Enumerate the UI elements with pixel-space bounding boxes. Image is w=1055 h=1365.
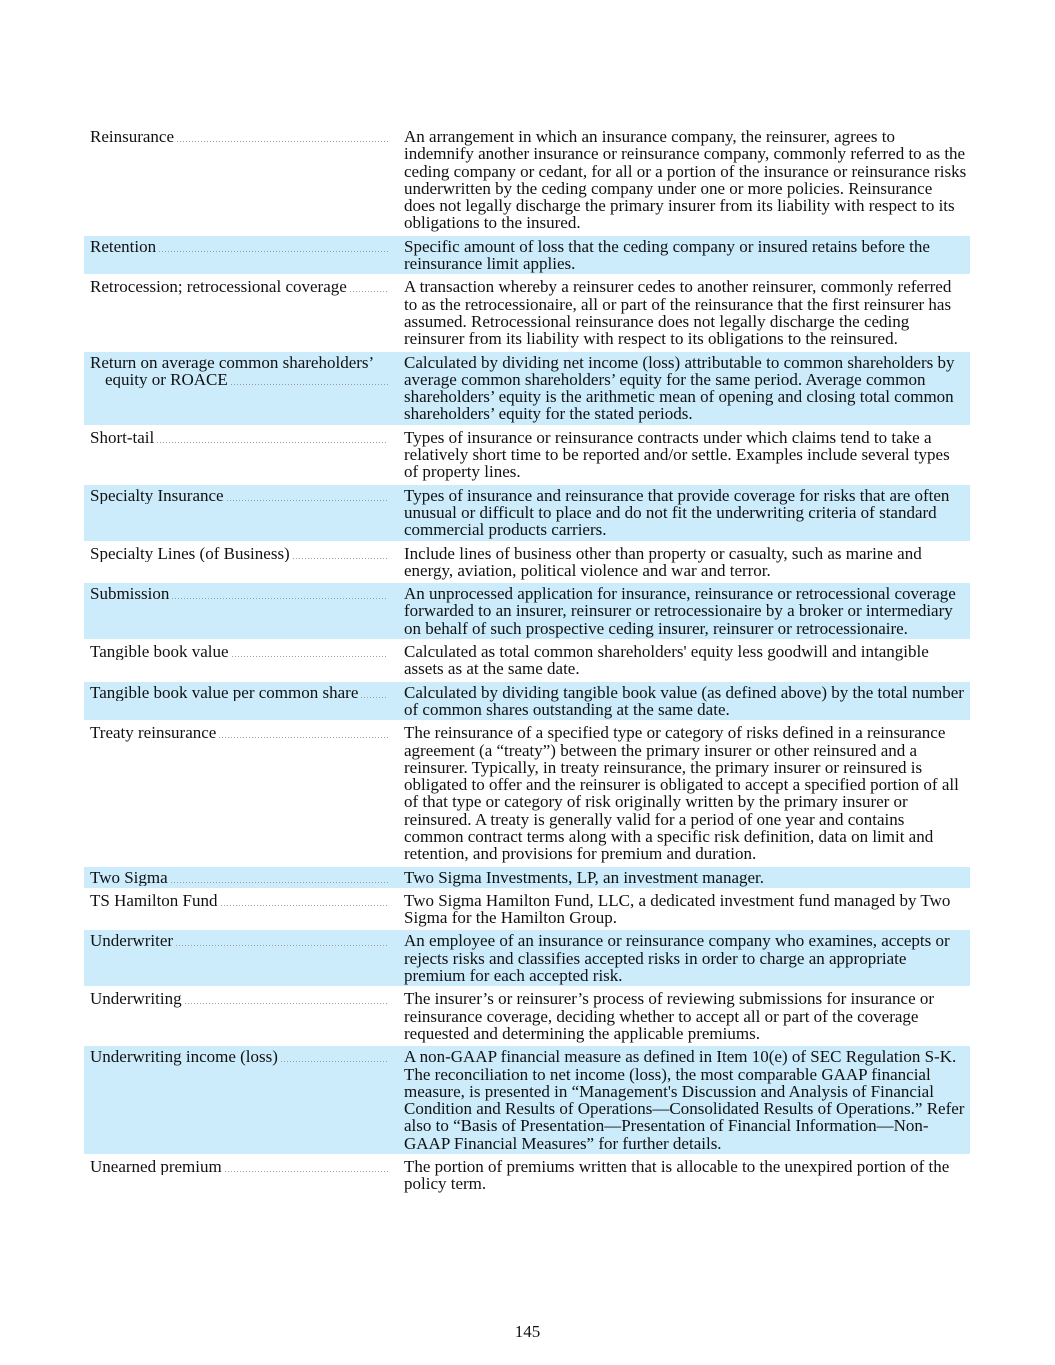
glossary-term: Short-tail [90, 428, 155, 447]
glossary-row [84, 641, 970, 680]
glossary-term: Two Sigma [90, 868, 168, 886]
glossary-row [84, 867, 970, 888]
glossary-table [84, 126, 970, 1197]
glossary-term: Unearned premium [90, 1158, 222, 1176]
glossary-definition: An employee of an insurance or reinsurance company who examines, accepts or rejects risks and classifies accepted risks in order to charge an appropriate premium for each accepted risk. [404, 931, 950, 986]
glossary-term: Retention [90, 237, 157, 256]
page-number: 145 [514, 1322, 541, 1341]
glossary-definition: Two Sigma Investments, LP, an investment manager. [404, 867, 765, 887]
glossary-definition: The portion of premiums written that is allocable to the unexpired portion of the policy term. [404, 1157, 950, 1194]
glossary-term-cell [84, 278, 388, 295]
glossary-row [84, 1156, 970, 1195]
glossary-term: Tangible book value [90, 643, 229, 661]
glossary-definition: Include lines of business other than property or casualty, such as marine and energy, aviation, political violence and war and terror. [404, 543, 922, 580]
glossary-term-cell [84, 545, 388, 562]
glossary-definition: Specific amount of loss that the ceding company or insured retains before the reinsurance limit applies. [404, 236, 930, 274]
glossary-term: Underwriting [90, 990, 182, 1008]
glossary-row [84, 427, 970, 483]
glossary-term-cell [84, 892, 388, 909]
glossary-row [84, 352, 970, 425]
glossary-term: Retrocession; retrocessional coverage [90, 278, 347, 296]
glossary-row [84, 682, 970, 721]
glossary-definition: The insurer’s or reinsurer’s process of reviewing submissions for insurance or reinsurance coverage, deciding whether to accept all or part of the coverage requested and determining the applicable premiums. [404, 989, 935, 1043]
glossary-term: Treaty reinsurance [90, 724, 217, 742]
glossary-row [84, 485, 970, 541]
glossary-definition: An unprocessed application for insurance, reinsurance or retrocessional coverage forwarded to an insurer, reinsurer or retrocessionaire by a broker or intermediary on behalf of such prospective ceding insurer, reinsurer or retrocessionaire. [404, 584, 956, 638]
glossary-definition: The reinsurance of a specified type or category of risks defined in a reinsurance agreement (a “treaty”) between the primary insurer or other reinsured and a reinsurer. Typically, in treaty reinsurance, the primary insurer or reinsured is obligated to offer and the reinsurer is obligated to accept a specified portion of all of that type or category of risk originally written by the primary insurer or reinsured. A treaty is generally valid for a period of one year and contains common contract terms along with a specific risk definition, data on limit and retention, and provisions for premium and duration. [404, 723, 959, 864]
glossary-term: Return on average common shareholders’ equity or ROACE [90, 353, 373, 389]
glossary-term-cell [84, 1048, 388, 1065]
glossary-term: Tangible book value per common share [90, 683, 359, 701]
glossary-term: TS Hamilton Fund [90, 891, 218, 910]
glossary-term-cell [84, 932, 388, 949]
glossary-definition: A transaction whereby a reinsurer cedes to another reinsurer, commonly referred to as the retrocessionaire, all or part of the reinsurance that the first reinsurer has assumed. Retrocessional reinsurance does not legally discharge the ceding reinsurer from its liability with respect to its obligations to the reinsured. [404, 277, 952, 349]
glossary-term: Submission [90, 585, 170, 603]
glossary-row [84, 890, 970, 929]
glossary-definition: Calculated by dividing tangible book value (as defined above) by the total number of common shares outstanding at the same date. [404, 682, 964, 719]
glossary-row [84, 276, 970, 349]
glossary-term-cell [84, 869, 388, 886]
glossary-row [84, 988, 970, 1044]
glossary-term-cell [84, 1158, 388, 1175]
glossary-definition: Two Sigma Hamilton Fund, LLC, a dedicated investment fund managed by Two Sigma for the Hamilton Group. [404, 890, 951, 928]
glossary-definition: Types of insurance and reinsurance that provide coverage for risks that are often unusual or difficult to place and do not fit the underwriting criteria of standard commercial products carriers. [404, 485, 950, 540]
glossary-row [84, 722, 970, 864]
glossary-term-cell [84, 429, 388, 446]
glossary-term-cell [84, 684, 388, 701]
glossary-row [84, 126, 970, 234]
glossary-term-cell [84, 585, 388, 602]
glossary-definition: Calculated by dividing net income (loss) attributable to common shareholders by average common shareholders’ equity for the same period. Average common shareholders’ equity is the arithmetic mean of opening and closing total common shareholders’ equity for the stated periods. [404, 352, 955, 424]
glossary-row [84, 583, 970, 639]
glossary-term-cell [84, 643, 388, 660]
glossary-term-cell [84, 724, 388, 741]
glossary-row [84, 1046, 970, 1154]
glossary-term: Specialty Insurance [90, 486, 224, 504]
glossary-term-cell [84, 128, 388, 145]
glossary-row [84, 930, 970, 986]
glossary-definition: A non-GAAP financial measure as defined in Item 10(e) of SEC Regulation S-K. The reconciliation to net income (loss), the most comparable GAAP financial measure, is presented in “Management's Discussion and Analysis of Financial Condition and Results of Operations—Consolidated Results of Operations.” Refer also to “Basis of Presentation—Presentation of Financial Information—Non-GAAP Financial Measures” for further details. [404, 1047, 965, 1153]
glossary-term-cell [84, 354, 388, 389]
glossary-definition: Types of insurance or reinsurance contracts under which claims tend to take a relatively short time to be reported and/or settle. Examples include several types of property lines. [404, 427, 950, 482]
glossary-term: Underwriting income (loss) [90, 1048, 278, 1066]
glossary-definition: An arrangement in which an insurance company, the reinsurer, agrees to indemnify another insurance or reinsurance company, commonly referred to as the ceding company or cedant, for all or a portion of the insurance or reinsurance risks underwritten by the ceding company under one or more policies. Reinsurance does not legally discharge the primary insurer from its liability with respect to its obligations to the insured. [404, 127, 967, 233]
glossary-term-cell [84, 990, 388, 1007]
glossary-term: Underwriter [90, 932, 174, 950]
glossary-definition: Calculated as total common shareholders' equity less goodwill and intangible assets as at the same date. [404, 642, 929, 679]
glossary-row [84, 236, 970, 275]
glossary-row [84, 543, 970, 582]
glossary-term: Reinsurance [90, 128, 175, 146]
glossary-term: Specialty Lines (of Business) [90, 544, 290, 562]
glossary-term-cell [84, 487, 388, 504]
glossary-term-cell [84, 238, 388, 255]
